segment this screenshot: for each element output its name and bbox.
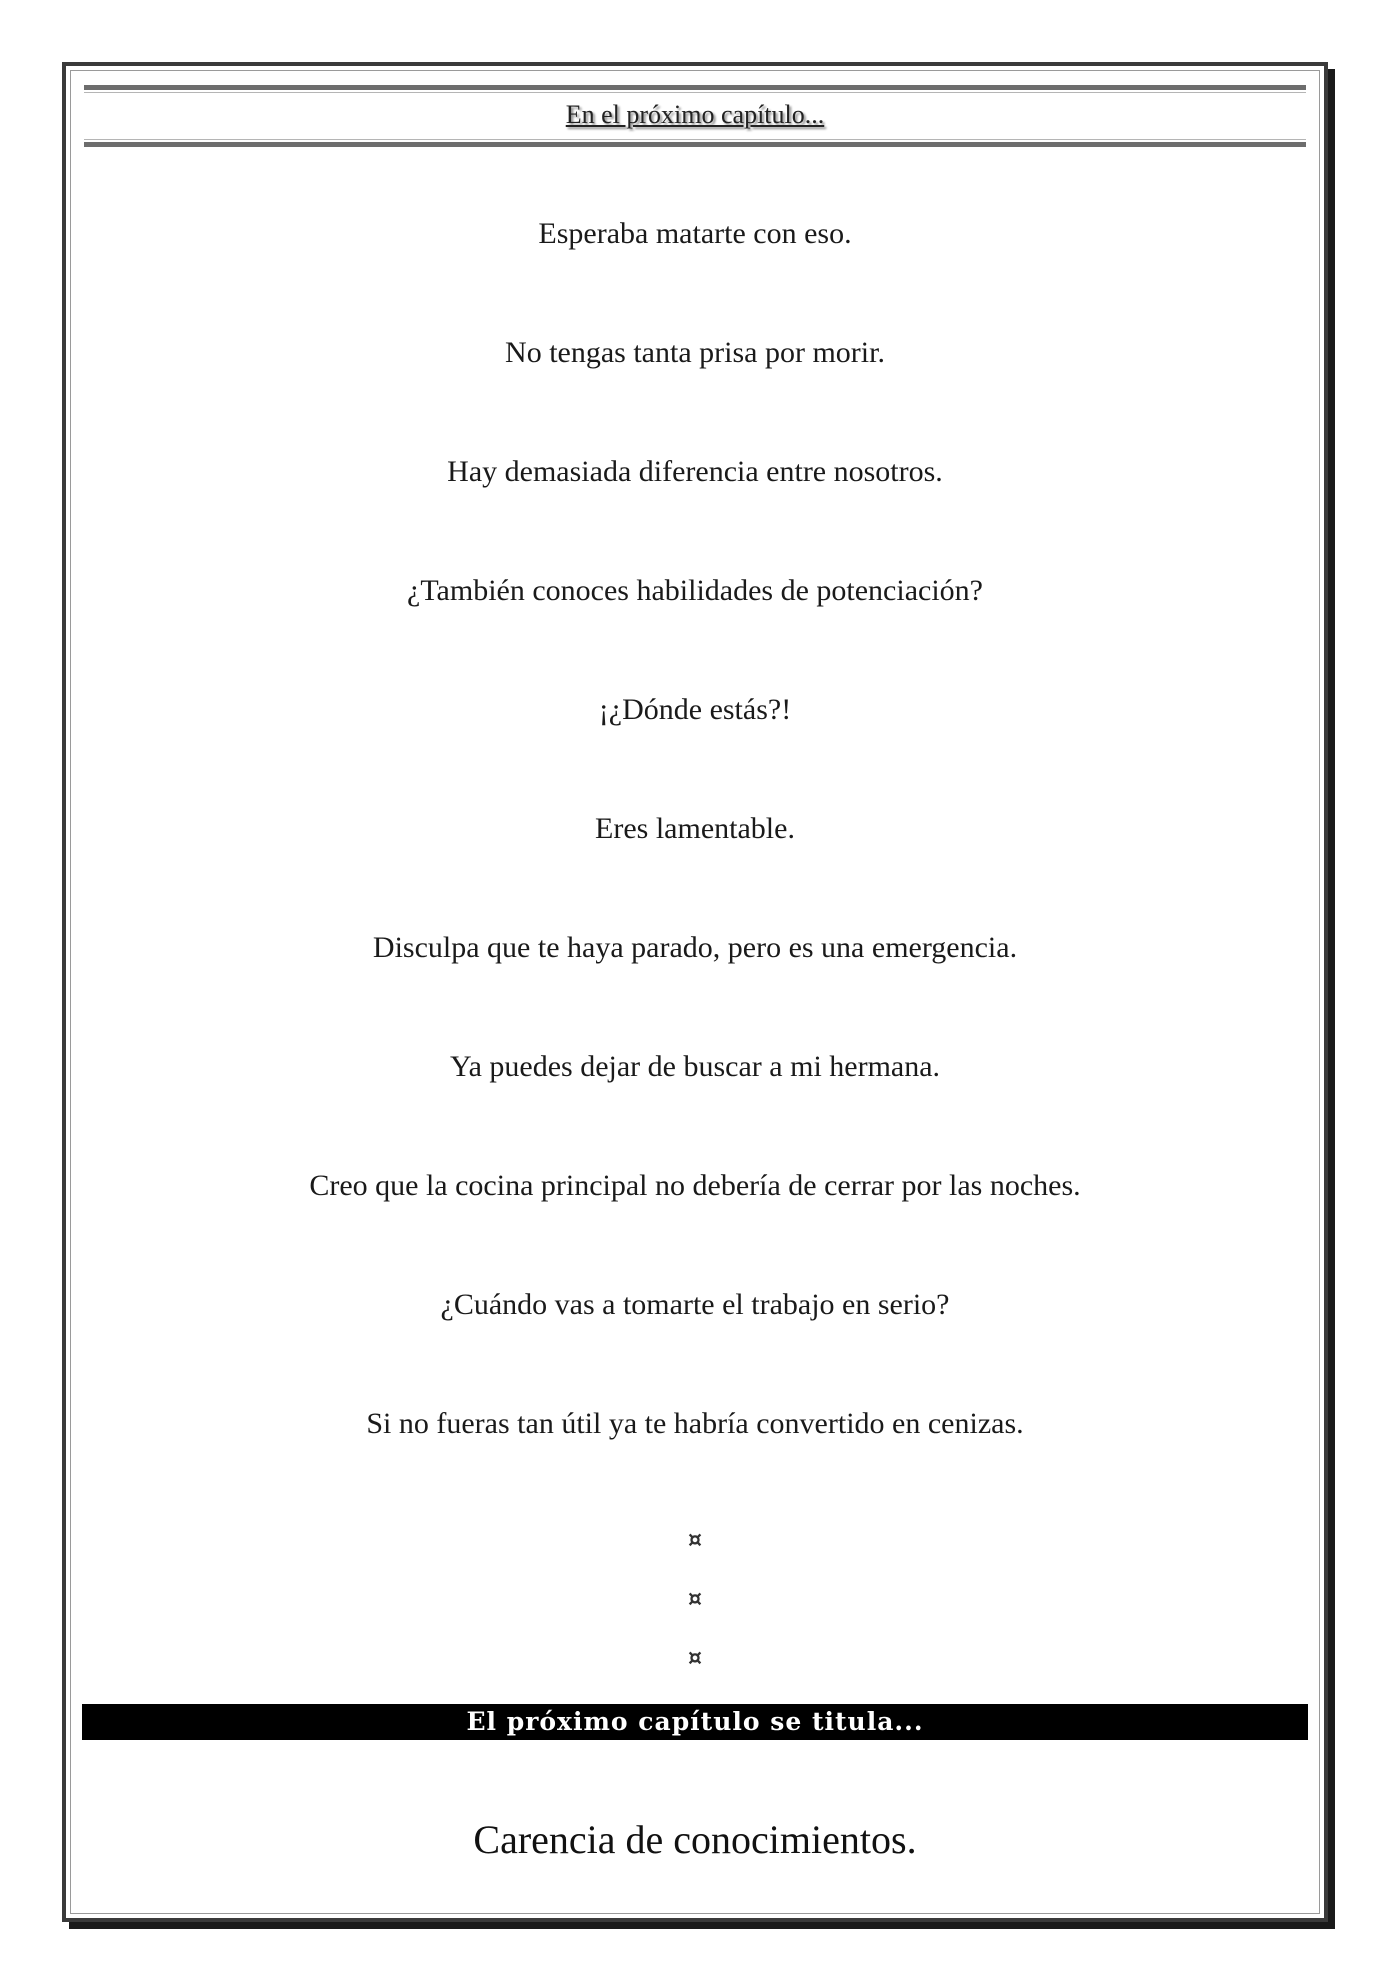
- preview-line: Hay demasiada diferencia entre nosotros.: [447, 455, 943, 488]
- preview-line: ¿También conoces habilidades de potenciación?: [407, 574, 983, 607]
- preview-line: Creo que la cocina principal no debería de cerrar por las noches.: [309, 1169, 1081, 1202]
- preview-line: No tengas tanta prisa por morir.: [505, 336, 885, 369]
- separator-glyph: ¤: [688, 1646, 702, 1671]
- preview-line: ¿Cuándo vas a tomarte el trabajo en serio?: [440, 1288, 950, 1321]
- preview-line: Ya puedes dejar de buscar a mi hermana.: [449, 1050, 941, 1083]
- header-title: En el próximo capítulo...: [565, 100, 825, 129]
- preview-line: Si no fueras tan útil ya te habría convertido en cenizas.: [366, 1407, 1024, 1440]
- preview-lines: [66, 214, 1324, 1523]
- preview-line: Esperaba matarte con eso.: [538, 217, 852, 250]
- preview-line: Eres lamentable.: [595, 812, 795, 845]
- section-separators: [66, 1526, 1324, 1703]
- next-chapter-bar: El próximo capítulo se titula...: [82, 1704, 1308, 1740]
- next-chapter-title: Carencia de conocimientos.: [473, 1817, 917, 1862]
- page-frame: [62, 62, 1328, 1922]
- separator-glyph: ¤: [688, 1528, 702, 1553]
- preview-line: Disculpa que te haya parado, pero es una emergencia.: [372, 931, 1018, 964]
- preview-line: ¡¿Dónde estás?!: [598, 693, 792, 726]
- header-band: [84, 85, 1306, 147]
- separator-glyph: ¤: [688, 1587, 702, 1612]
